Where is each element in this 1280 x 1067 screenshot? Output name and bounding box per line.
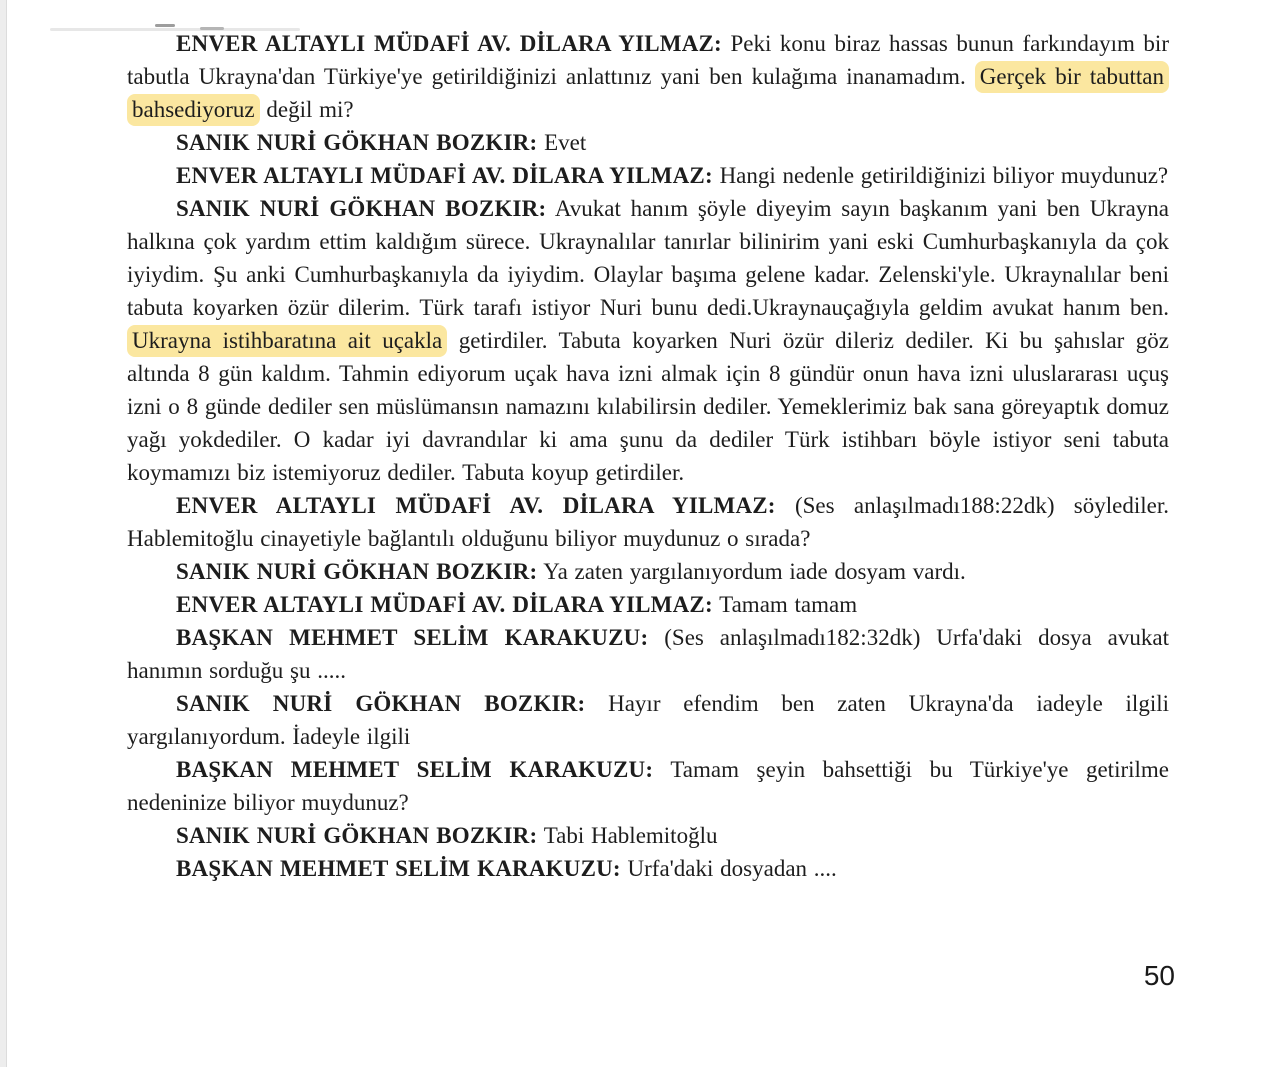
speaker-name: SANIK NURİ GÖKHAN BOZKIR: xyxy=(176,691,586,716)
highlighted-text: Ukrayna istihbaratına ait uçakla xyxy=(127,325,447,357)
transcript-text: Evet xyxy=(537,130,587,155)
transcript-paragraph xyxy=(127,621,1169,687)
transcript-paragraph xyxy=(127,852,1169,885)
transcript-paragraph xyxy=(127,687,1169,753)
transcript-text: Hayır efendim ben zaten Ukrayna'da iadeyle ilgili yargılanıyordum. İadeyle ilgili xyxy=(127,691,1169,749)
transcript-text: (Ses anlaşılmadı188:22dk) söylediler. Hablemitoğlu cinayetiyle bağlantılı olduğunu biliyor muydunuz o sırada? xyxy=(127,493,1169,551)
speaker-name: SANIK NURİ GÖKHAN BOZKIR: xyxy=(176,130,538,155)
transcript xyxy=(127,27,1169,885)
speaker-name: ENVER ALTAYLI MÜDAFİ AV. DİLARA YILMAZ: xyxy=(176,493,776,518)
transcript-paragraph xyxy=(127,819,1169,852)
speaker-name: SANIK NURİ GÖKHAN BOZKIR: xyxy=(176,196,547,221)
page-number: 50 xyxy=(1143,960,1175,991)
speaker-name: BAŞKAN MEHMET SELİM KARAKUZU: xyxy=(176,625,649,650)
transcript-text: Urfa'daki dosyadan .... xyxy=(620,856,837,881)
speaker-name: ENVER ALTAYLI MÜDAFİ AV. DİLARA YILMAZ: xyxy=(176,31,722,56)
transcript-paragraph xyxy=(127,588,1169,621)
transcript-text: Hangi nedenle getirildiğinizi biliyor muydunuz? xyxy=(712,163,1169,188)
transcript-text: (Ses anlaşılmadı182:32dk) Urfa'daki dosya avukat hanımın sorduğu şu ..... xyxy=(127,625,1169,683)
transcript-paragraph xyxy=(127,27,1169,126)
scan-edge-strip xyxy=(0,0,7,1067)
speaker-name: SANIK NURİ GÖKHAN BOZKIR: xyxy=(176,823,538,848)
transcript-text: değil mi? xyxy=(259,97,354,122)
transcript-text: Avukat hanım şöyle diyeyim sayın başkanım yani ben Ukrayna halkına çok yardım ettim kaldığım sürece. Ukraynalılar tanırlar bilinirim yani eski Cumhurbaşkanıyla da çok iyiydim. Şu anki Cumhurbaşkanıyla da iyiydim. Olaylar başıma gelene kadar. Zelenski'yle. Ukraynalılar beni tabuta koyarken özür dilerim. Türk tarafı istiyor Nuri bunu dedi.Ukraynauçağıyla geldim avukat hanım ben. xyxy=(127,196,1169,320)
transcript-text: Tamam şeyin bahsettiği bu Türkiye'ye getirilme nedeninize biliyor muydunuz? xyxy=(127,757,1169,815)
speaker-name: ENVER ALTAYLI MÜDAFİ AV. DİLARA YILMAZ: xyxy=(176,163,713,188)
transcript-text: getirdiler. Tabuta koyarken Nuri özür dileriz dediler. Ki bu şahıslar göz altında 8 gün kaldım. Tahmin ediyorum uçak hava izni almak için 8 gündür onun hava izni uluslararası uçuş izni o 8 günde dediler sen müslümansın namazını kılabilirsin dediler. Yemeklerimiz bak sana göreyaptık domuz yağı yokdediler. O kadar iyi davrandılar ki ama şunu da dediler Türk istihbarı böyle istiyor seni tabuta koymamızı biz istemiyoruz dediler. Tabuta koyup getirdiler. xyxy=(127,328,1169,485)
transcript-paragraph xyxy=(127,489,1169,555)
transcript-paragraph xyxy=(127,555,1169,588)
transcript-paragraph xyxy=(127,192,1169,489)
transcript-text: Tabi Hablemitoğlu xyxy=(537,823,718,848)
speaker-name: ENVER ALTAYLI MÜDAFİ AV. DİLARA YILMAZ: xyxy=(176,592,713,617)
speaker-name: BAŞKAN MEHMET SELİM KARAKUZU: xyxy=(176,757,654,782)
transcript-paragraph xyxy=(127,159,1169,192)
highlighted-text: Gerçek bir tabuttan bahsediyoruz xyxy=(127,61,1169,126)
transcript-text: Tamam tamam xyxy=(712,592,858,617)
transcript-text: Peki konu biraz hassas bunun farkındayım bir tabutla Ukrayna'dan Türkiye'ye getirildiğinizi anlattınız yani ben kulağıma inanamadım. xyxy=(127,31,1169,89)
speaker-name: SANIK NURİ GÖKHAN BOZKIR: xyxy=(176,559,538,584)
speaker-name: BAŞKAN MEHMET SELİM KARAKUZU: xyxy=(176,856,621,881)
transcript-text: Ya zaten yargılanıyordum iade dosyam vardı. xyxy=(537,559,966,584)
transcript-paragraph xyxy=(127,753,1169,819)
transcript-paragraph xyxy=(127,126,1169,159)
